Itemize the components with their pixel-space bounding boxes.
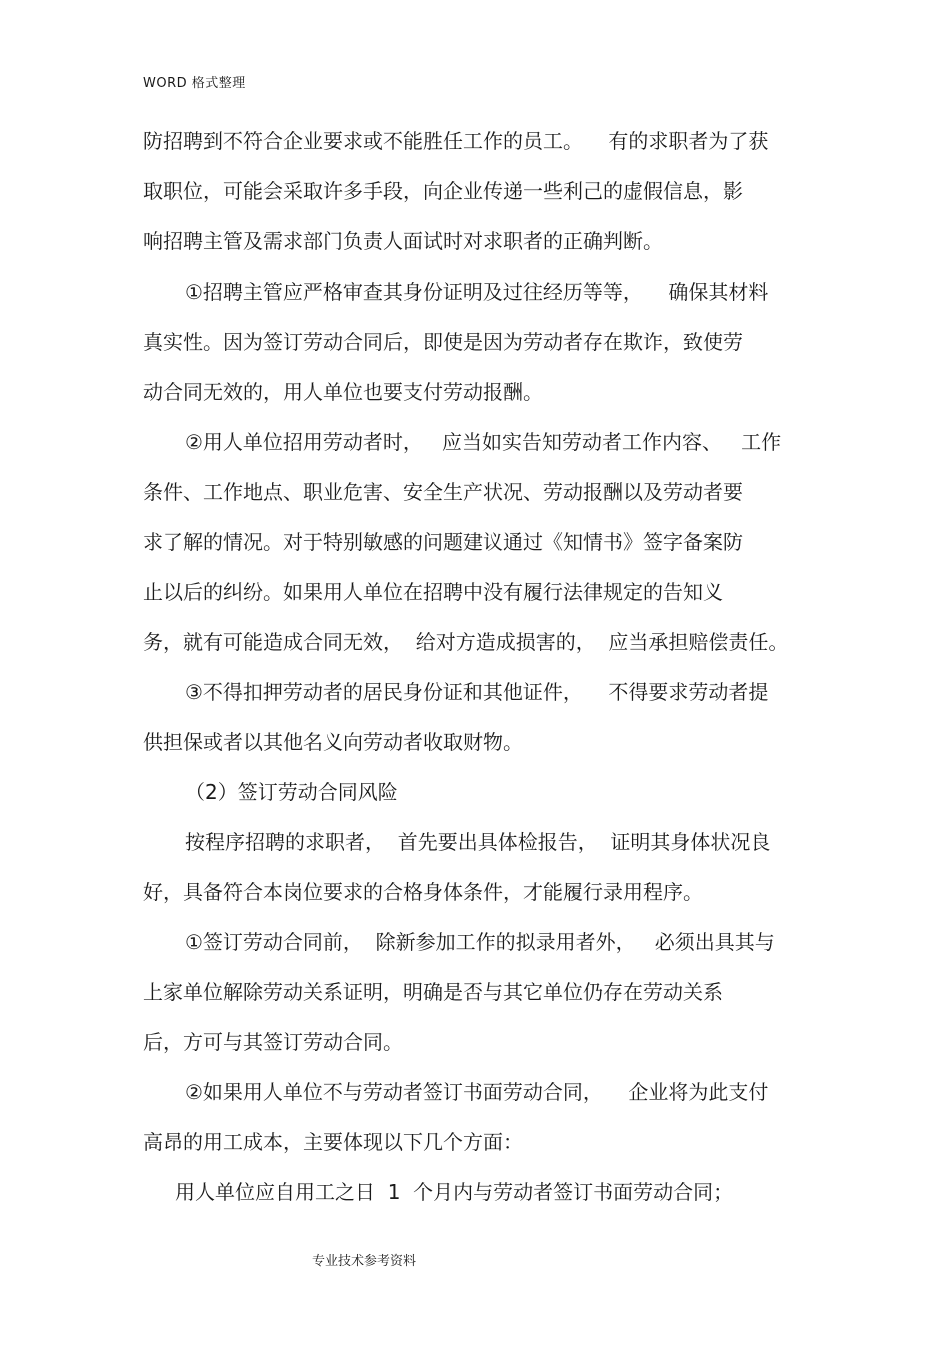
section-heading: （2）签订劳动合同风险 (185, 780, 398, 804)
paragraph-line: ①招聘主管应严格审查其身份证明及过往经历等等， 确保其材料 (185, 280, 769, 304)
paragraph-line: ③不得扣押劳动者的居民身份证和其他证件， 不得要求劳动者提 (185, 680, 769, 704)
page-header: WORD 格式整理 (143, 76, 246, 91)
paragraph-line: 响招聘主管及需求部门负责人面试时对求职者的正确判断。 (143, 229, 663, 253)
paragraph-line: 取职位，可能会采取许多手段，向企业传递一些利己的虚假信息，影 (143, 179, 743, 203)
paragraph-line: 用人单位应自用工之日 1 个月内与劳动者签订书面劳动合同； (175, 1180, 734, 1204)
paragraph-line: 按程序招聘的求职者， 首先要出具体检报告， 证明其身体状况良 (185, 830, 771, 854)
paragraph-line: ②如果用人单位不与劳动者签订书面劳动合同， 企业将为此支付 (185, 1080, 769, 1104)
page-footer: 专业技术参考资料 (312, 1254, 417, 1269)
paragraph-line: 好，具备符合本岗位要求的合格身体条件，才能履行录用程序。 (143, 880, 703, 904)
paragraph-line: 后，方可与其签订劳动合同。 (143, 1030, 403, 1054)
paragraph-line: 求了解的情况。对于特别敏感的问题建议通过《知情书》签字备案防 (143, 530, 743, 554)
paragraph-line: 供担保或者以其他名义向劳动者收取财物。 (143, 730, 523, 754)
paragraph-line: ①签订劳动合同前， 除新参加工作的拟录用者外， 必须出具其与 (185, 930, 775, 954)
paragraph-line: 防招聘到不符合企业要求或不能胜任工作的员工。 有的求职者为了获 (143, 129, 769, 153)
paragraph-line: 务，就有可能造成合同无效， 给对方造成损害的， 应当承担赔偿责任。 (143, 630, 789, 654)
paragraph-line: 高昂的用工成本，主要体现以下几个方面： (143, 1130, 523, 1154)
paragraph-line: 条件、工作地点、职业危害、安全生产状况、劳动报酬以及劳动者要 (143, 480, 743, 504)
paragraph-line: 真实性。因为签订劳动合同后，即使是因为劳动者存在欺诈，致使劳 (143, 330, 743, 354)
paragraph-line: 止以后的纠纷。如果用人单位在招聘中没有履行法律规定的告知义 (143, 580, 723, 604)
paragraph-line: 动合同无效的，用人单位也要支付劳动报酬。 (143, 380, 543, 404)
paragraph-line: 上家单位解除劳动关系证明，明确是否与其它单位仍存在劳动关系 (143, 980, 723, 1004)
paragraph-line: ②用人单位招用劳动者时， 应当如实告知劳动者工作内容、 工作 (185, 430, 782, 454)
